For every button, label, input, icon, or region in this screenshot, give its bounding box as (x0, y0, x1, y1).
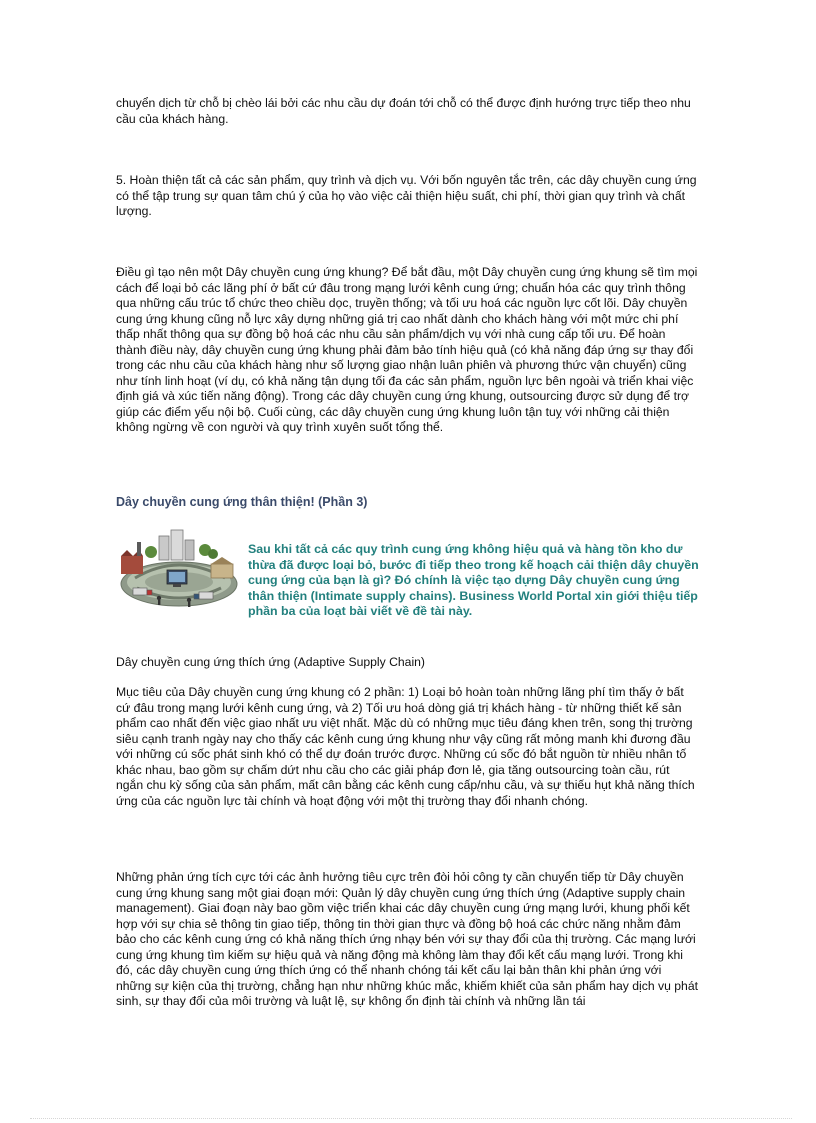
subheading-adaptive-supply-chain: Dây chuyền cung ứng thích ứng (Adaptive Supply Chain) (116, 655, 425, 669)
supply-network-illustration (113, 522, 241, 612)
article-intro: Sau khi tất cả các quy trình cung ứng không hiệu quả và hàng tồn kho dư thừa đã được loại bỏ, bước đi tiếp theo trong kế hoạch cải thiện dây chuyền cung ứng của bạn là gì? Đó chính là việc tạo dựng Dây chuyền cung ứng thân thiện (Intimate supply chains). Business World Portal xin giới thiệu tiếp phần ba của loạt bài viết về đề tài này. (248, 542, 699, 619)
paragraph-frame-goals: Mục tiêu của Dây chuyền cung ứng khung có 2 phần: 1) Loại bỏ hoàn toàn những lãng phí tìm thấy ở bất cứ đâu trong mạng lưới kênh cung ứng, và 2) Tối ưu hoá dòng giá trị khách hàng - từ những thiết kế sản phẩm cao nhất đến việc giao nhất ưu việt nhất. Mặc dù có những mục tiêu đáng khen trên, song thị trường siêu cạnh tranh ngày nay cho thấy các kênh cung ứng khung như vậy cũng rất mỏng manh khi đương đầu với những cú sốc phát sinh khó có thể dự đoán trước được. Những cú sốc đó bắt nguồn từ nhiều nhân tố khác nhau, bao gồm sự chấm dứt nhu cầu cho các giải pháp đơn lẻ, gia tăng outsourcing toàn cầu, rút ngắn chu kỳ sống của sản phẩm, mất cân bằng các kênh cung cấp/nhu cầu, và sự thiếu hụt khả năng thích ứng của các nguồn lực tài chính và hoạt động với một thị trường thay đổi nhanh chóng. (116, 685, 695, 808)
paragraph-principle-5: 5. Hoàn thiện tất cả các sản phẩm, quy trình và dịch vụ. Với bốn nguyên tắc trên, các dây chuyền cung ứng có thể tập trung sự quan tâm chú ý của họ vào việc cải thiện hiệu suất, chi phí, thời gian quy trình và chất lượng. (116, 173, 697, 218)
paragraph-adaptive-management: Những phản ứng tích cực tới các ảnh hưởng tiêu cực trên đòi hỏi công ty cần chuyển tiếp từ Dây chuyền cung ứng khung sang một giai đoạn mới: Quản lý dây chuyền cung ứng thích ứng (Adaptive supply chain management). Giai đoạn này bao gồm việc triển khai các dây chuyền cung ứng mạng lưới, khung phối kết hợp với sự chia sẻ thông tin giao tiếp, thông tin thời gian thực và đồng bộ hoá các chức năng nhằm đảm bảo cho các kênh cung ứng có khả năng thích ứng nhạy bén với sự thay đổi của thị trường. Các mạng lưới cung ứng khung tìm kiếm sự hiệu quả và năng động mà không làm thay đổi kết cấu mạng lưới. Trong khi đó, các dây chuyền cung ứng thích ứng có thể nhanh chóng tái kết cấu lại bản thân khi phản ứng với những sự kiện của thị trường, chẳng hạn như những khúc mắc, khiếm khiết của sản phẩm hay dịch vụ phát sinh, sự thay đổi của môi trường và luật lệ, sự không ổn định tài chính và những lần tái (116, 870, 698, 1008)
footer-divider (30, 1118, 792, 1119)
section-title: Dây chuyền cung ứng thân thiện! (Phần 3) (116, 495, 368, 509)
paragraph-frame-supply-chain: Điều gì tạo nên một Dây chuyền cung ứng khung? Để bắt đầu, một Dây chuyền cung ứng khung sẽ tìm mọi cách để loại bỏ các lãng phí ở bất cứ đâu trong mạng lưới kênh cung ứng; chuẩn hóa các quy trình thông qua những cấu trúc tổ chức theo chiều dọc, truyền thống; và tối ưu hoá các nguồn lực cốt lõi. Dây chuyền cung ứng khung cũng nỗ lực xây dựng những giá trị cao nhất dành cho khách hàng với một mức chi phí thấp nhất thông qua sự đồng bộ hoá các nhu cầu sản phẩm/dịch vụ với nhà cung cấp tối ưu. Để hoàn thành điều này, dây chuyền cung ứng khung phải đảm bảo tính hiệu quả (có khả năng đáp ứng sự thay đổi trong các nhu cầu của khách hàng như số lượng giao nhận luân phiên và phương thức vận chuyển) cũng như tính linh hoạt (ví dụ, có khả năng tận dụng tối đa các sản phẩm, nguồn lực bên ngoài và triển khai việc định giá và xúc tiến năng động). Trong các dây chuyền cung ứng khung, outsourcing được sử dụng để trợ giúp các điểm yếu nội bộ. Cuối cùng, các dây chuyền cung ứng khung luôn tận tuỵ với những cải thiện không ngừng về con người và quy trình xuyên suốt tổng thể. (116, 265, 698, 434)
paragraph-continuation: chuyển dịch từ chỗ bị chèo lái bởi các nhu cầu dự đoán tới chỗ có thể được định hướng trực tiếp theo nhu cầu của khách hàng. (116, 96, 691, 126)
supply-network-icon (113, 522, 241, 612)
